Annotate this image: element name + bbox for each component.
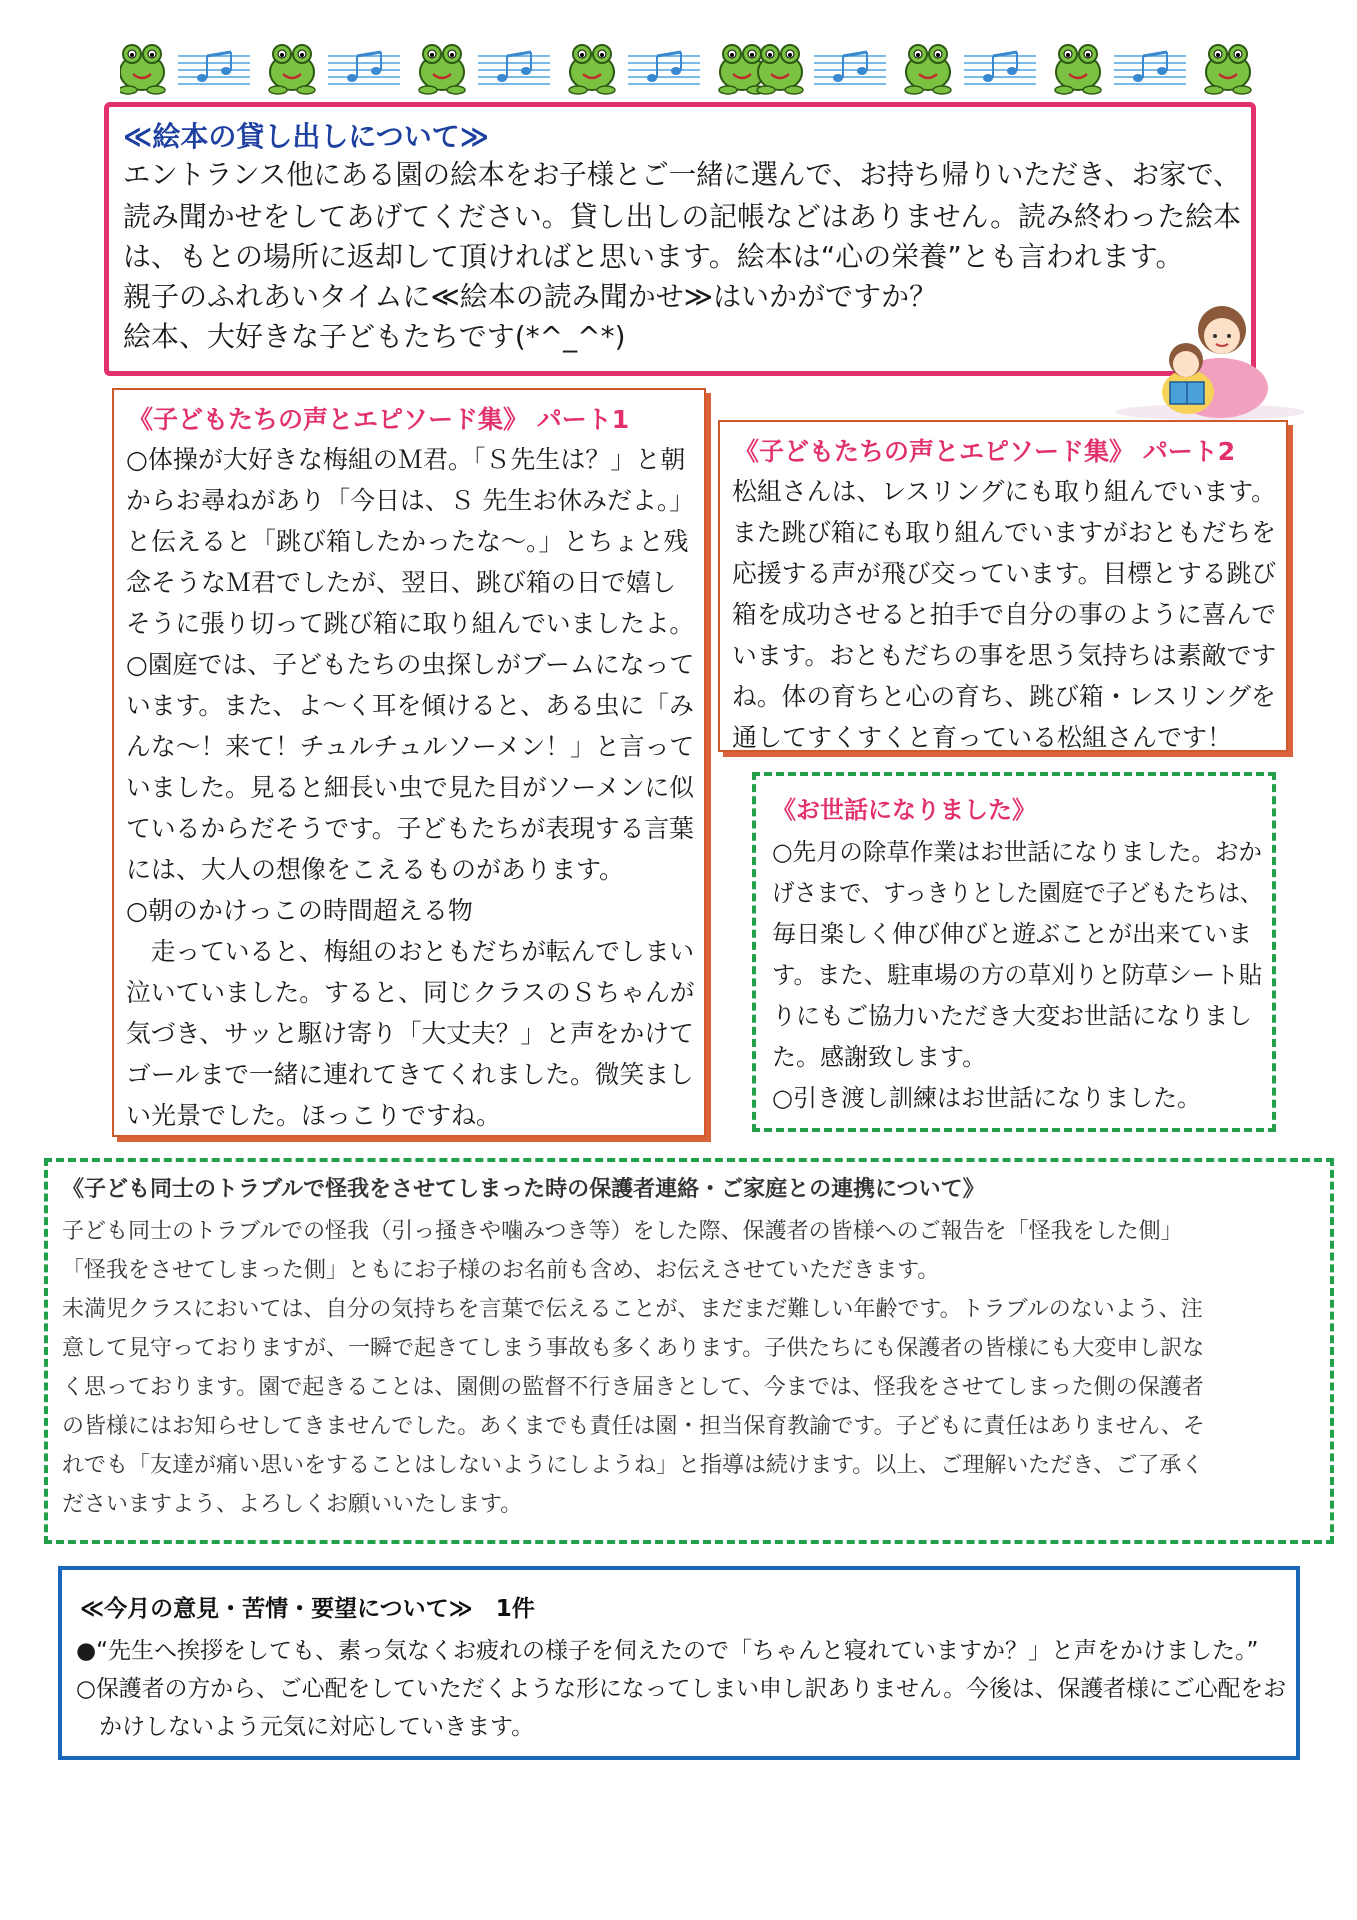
paragraph-line: ○保護者の方から、ご心配をしていただくような形になってしまい申し訳ありません。今後は、保護者様にご心配をお xyxy=(76,1676,1287,1702)
paragraph-line: そうに張り切って跳び箱に取り組んでいましたよ。 xyxy=(126,609,695,638)
section-title: 《子どもたちの声とエピソード集》 パート2 xyxy=(734,437,1236,466)
injury-policy-section xyxy=(44,1158,1334,1544)
paragraph-line: 走っていると、梅組のおともだちが転んでしまい xyxy=(126,937,695,966)
paragraph-line: かけしないよう元気に対応していきます。 xyxy=(76,1714,535,1740)
paragraph-line: いました。見ると細長い虫で見た目がソーメンに似 xyxy=(126,773,695,802)
paragraph-line: 箱を成功させると拍手で自分の事のように喜んで xyxy=(732,600,1276,629)
paragraph-line: 毎日楽しく伸び伸びと遊ぶことが出来ていま xyxy=(772,920,1252,948)
paragraph-line: く思っております。園で起きることは、園側の監督不行き届きとして、今までは、怪我をさせてしまった側の保護者 xyxy=(62,1375,1204,1400)
paragraph-line: ゴールまで一緒に連れてきてくれました。微笑まし xyxy=(126,1060,694,1089)
paragraph-line: 未満児クラスにおいては、自分の気持ちを言葉で伝えることが、まだまだ難しい年齢です。トラブルのないよう、注 xyxy=(62,1297,1203,1322)
paragraph-line: また跳び箱にも取り組んでいますがおともだちを xyxy=(732,518,1276,547)
paragraph-line: 泣いていました。すると、同じクラスのＳちゃんが xyxy=(126,978,695,1007)
paragraph-line: ○園庭では、子どもたちの虫探しがブームになって xyxy=(126,650,695,679)
paragraph-line: の皆様にはお知らせしてきませんでした。あくまでも責任は園・担当保育教諭です。子どもに責任はありません、そ xyxy=(62,1414,1205,1439)
paragraph-line: ね。体の育ちと心の育ち、跳び箱・レスリングを xyxy=(732,682,1276,711)
section-title: ≪今月の意見・苦情・要望について≫ 1件 xyxy=(80,1596,535,1622)
opinions-section xyxy=(58,1566,1300,1760)
section-title: 《子ども同士のトラブルで怪我をさせてしまった時の保護者連絡・ご家庭との連携について》 xyxy=(62,1176,985,1202)
section-title: 《お世話になりました》 xyxy=(772,796,1036,824)
paragraph-line: ○先月の除草作業はお世話になりました。おか xyxy=(772,838,1262,866)
paragraph-line: ているからだそうです。子どもたちが表現する言葉 xyxy=(126,814,694,843)
paragraph-line: ○体操が大好きな梅組のＭ君。「Ｓ先生は？」と朝 xyxy=(126,445,686,474)
book-lending-section xyxy=(104,102,1256,376)
paragraph-line: 念そうなＭ君でしたが、翌日、跳び箱の日で嬉し xyxy=(126,568,677,597)
paragraph-line: す。また、駐車場の方の草刈りと防草シート貼 xyxy=(772,961,1263,989)
section-title: 《子どもたちの声とエピソード集》 パート1 xyxy=(128,405,630,434)
paragraph-line: は、もとの場所に返却して頂ければと思います。絵本は“心の栄養”とも言われます。 xyxy=(123,240,1184,273)
paragraph-line: エントランス他にある園の絵本をお子様とご一緒に選んで、お持ち帰りいただき、お家で、 xyxy=(123,158,1241,191)
paragraph-line: 意して見守っておりますが、一瞬で起きてしまう事故も多くあります。子供たちにも保護者の皆様にも大変申し訳な xyxy=(62,1336,1205,1361)
paragraph-line: ●“先生へ挨拶をしても、素っ気なくお疲れの様子を伺えたので「ちゃんと寝れていますか？」と声をかけました。” xyxy=(76,1638,1259,1664)
paragraph-line: れでも「友達が痛い思いをすることはしないようにしようね」と指導は続けます。以上、ご理解いただき、ご了承く xyxy=(62,1453,1204,1478)
paragraph-line: りにもご協力いただき大変お世話になりまし xyxy=(772,1002,1252,1030)
paragraph-line: んな～！来て！チュルチュルソーメン！」と言って xyxy=(126,732,695,761)
paragraph-line: 応援する声が飛び交っています。目標とする跳び xyxy=(732,559,1277,588)
section-title: ≪絵本の貸し出しについて≫ xyxy=(123,120,490,153)
mother-reading-illustration xyxy=(1100,300,1310,420)
paragraph-line: ○朝のかけっこの時間超える物 xyxy=(126,896,473,925)
paragraph-line: 松組さんは、レスリングにも取り組んでいます。 xyxy=(732,477,1277,506)
frog-music-banner xyxy=(120,38,1300,100)
paragraph-line: 「怪我をさせてしまった側」ともにお子様のお名前も含め、お伝えさせていただきます。 xyxy=(62,1258,940,1283)
paragraph-line: た。感謝致します。 xyxy=(772,1043,987,1071)
paragraph-line: います。おともだちの事を思う気持ちは素敵です xyxy=(732,641,1277,670)
paragraph-line: ○引き渡し訓練はお世話になりました。 xyxy=(772,1084,1201,1112)
paragraph-line: には、大人の想像をこえるものがあります。 xyxy=(126,855,625,884)
paragraph-line: と伝えると「跳び箱したかったな～。」とちょと残 xyxy=(126,527,689,556)
paragraph-line: 通してすくすくと育っている松組さんです！ xyxy=(732,723,1233,752)
paragraph-line: 絵本、大好きな子どもたちです(*^_^*) xyxy=(123,320,626,353)
paragraph-line: からお尋ねがあり「今日は、Ｓ 先生お休みだよ。」 xyxy=(126,486,695,515)
paragraph-line: い光景でした。ほっこりですね。 xyxy=(126,1101,502,1130)
paragraph-line: げさまで、すっきりとした園庭で子どもたちは、 xyxy=(772,879,1263,907)
paragraph-line: 親子のふれあいタイムに≪絵本の読み聞かせ≫はいかがですか？ xyxy=(123,280,938,313)
thanks-section xyxy=(752,772,1276,1132)
episodes-part2-section xyxy=(718,420,1288,752)
paragraph-line: います。また、よ～く耳を傾けると、ある虫に「み xyxy=(126,691,694,720)
episodes-part1-section xyxy=(112,388,706,1137)
paragraph-line: 読み聞かせをしてあげてください。貸し出しの記帳などはありません。読み終わった絵本 xyxy=(123,200,1242,233)
paragraph-line: 子ども同士のトラブルでの怪我（引っ掻きや噛みつき等）をした際、保護者の皆様へのご報告を「怪我をした側」 xyxy=(62,1219,1183,1244)
paragraph-line: 気づき、サッと駆け寄り「大丈夫？」と声をかけて xyxy=(126,1019,694,1048)
paragraph-line: ださいますよう、よろしくお願いいたします。 xyxy=(62,1492,523,1517)
